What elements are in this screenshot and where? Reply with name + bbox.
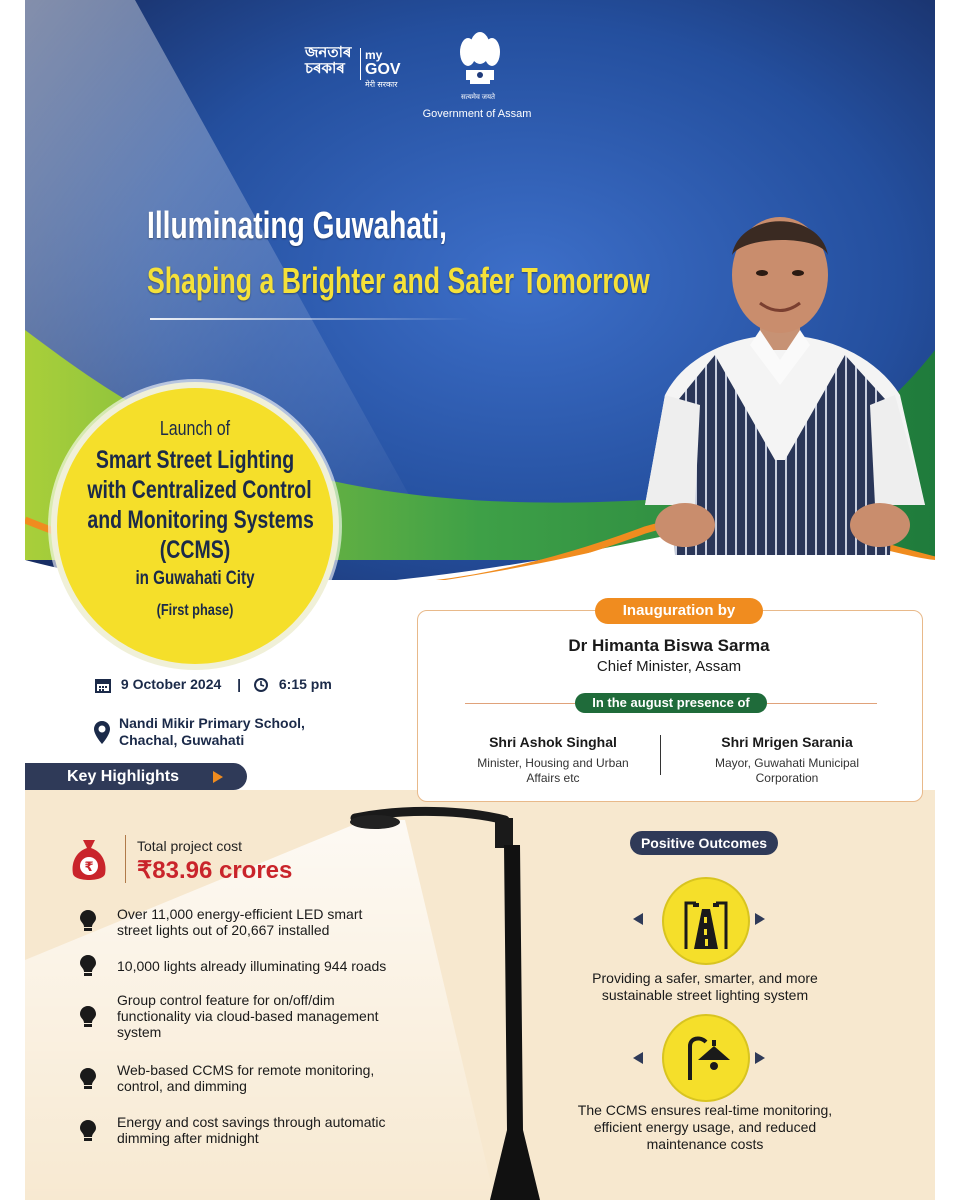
- outcome-text: [555, 970, 855, 1004]
- logo-divider: [360, 48, 361, 80]
- guest-name: Shri Ashok Singhal: [489, 734, 617, 750]
- poster: [25, 0, 935, 1200]
- guest-ashok-singhal: [439, 734, 667, 786]
- cost-separator: [125, 835, 126, 883]
- launch-line3: and Monitoring Systems: [87, 506, 314, 534]
- play-arrow-icon: [213, 771, 223, 783]
- logo-text-line1: জনতাৰ: [305, 43, 352, 61]
- launch-intro: Launch of: [159, 418, 231, 440]
- launch-city: in Guwahati City: [135, 568, 255, 589]
- location-pin-icon: [93, 720, 111, 746]
- highlight-item: [117, 906, 447, 938]
- title-line1: Illuminating Guwahati,: [147, 205, 447, 247]
- highlight-line1: 10,000 lights already illuminating 944 roads: [117, 958, 387, 974]
- highlight-line2: control, and dimming: [117, 1078, 247, 1094]
- guest-divider: [660, 735, 661, 775]
- calendar-icon: [95, 677, 111, 693]
- chief-minister-name: Dr Himanta Biswa Sarma: [568, 636, 770, 655]
- money-bag-icon: [69, 836, 109, 884]
- mygov-my: my: [365, 48, 383, 62]
- outcome-line3: maintenance costs: [646, 1136, 764, 1152]
- guest-mrigen-sarania: [675, 734, 899, 786]
- guest-role-line2: Corporation: [755, 771, 819, 785]
- event-venue: [119, 715, 305, 749]
- presence-label: In the august presence of: [575, 693, 767, 713]
- outcome-line1: The CCMS ensures real-time monitoring,: [577, 1102, 833, 1118]
- emblem-motto: सत्यमेव जयते: [460, 94, 496, 101]
- event-date: 9 October 2024: [120, 676, 222, 692]
- outcome-circle: [662, 1014, 750, 1102]
- title-line2: Shaping a Brighter and Safer Tomorrow: [147, 260, 650, 301]
- guest-name: Shri Mrigen Sarania: [721, 734, 853, 750]
- bulb-icon: [77, 953, 99, 979]
- highlight-line1: Energy and cost savings through automatic: [117, 1114, 386, 1130]
- outcome-line1: Providing a safer, smarter, and more: [592, 970, 818, 986]
- highlight-line3: system: [117, 1024, 162, 1040]
- inauguration-label: Inauguration by: [595, 598, 763, 624]
- launch-line2: with Centralized Control: [87, 476, 312, 504]
- smart-lamp-icon: [664, 1016, 748, 1100]
- positive-outcomes-label: Positive Outcomes: [630, 831, 778, 855]
- key-highlights-label: Key Highlights: [67, 768, 180, 785]
- bulb-icon: [77, 1118, 99, 1144]
- launch-line4: (CCMS): [159, 536, 231, 564]
- outcome-circle: [662, 877, 750, 965]
- outcome-text: [555, 1102, 855, 1153]
- bulb-icon: [77, 908, 99, 934]
- chief-minister-title: Chief Minister, Assam: [596, 658, 742, 675]
- highlight-line2: street lights out of 20,667 installed: [117, 922, 330, 938]
- highlight-item: [117, 1114, 447, 1146]
- guest-role-line1: Mayor, Guwahati Municipal: [714, 756, 860, 770]
- bulb-icon: [77, 1066, 99, 1092]
- event-date-time: [95, 676, 332, 693]
- title-underline: [150, 318, 470, 320]
- event-separator: |: [237, 676, 242, 692]
- launch-circle: [51, 382, 339, 670]
- mygov-gov: GOV: [365, 61, 401, 78]
- street-lamps-road-icon: [664, 879, 748, 963]
- logo-text-line2: চৰকাৰ: [305, 59, 345, 77]
- arrow-left-icon: [633, 1052, 643, 1064]
- bulb-icon: [77, 1004, 99, 1030]
- launch-line1: Smart Street Lighting: [95, 446, 295, 474]
- venue-line2: Chachal, Guwahati: [119, 732, 245, 748]
- guest-role-line1: Minister, Housing and Urban: [477, 756, 629, 770]
- presence-line-right: [767, 703, 877, 704]
- highlight-line1: Over 11,000 energy-efficient LED smart: [117, 906, 363, 922]
- clock-icon: [253, 677, 269, 693]
- mygov-logo: [365, 46, 401, 90]
- chief-minister-photo: [625, 205, 935, 565]
- arrow-right-icon: [755, 913, 765, 925]
- highlight-line1: Group control feature for on/off/dim: [117, 992, 335, 1008]
- outcome-line2: sustainable street lighting system: [601, 987, 809, 1003]
- highlight-line2: dimming after midnight: [117, 1130, 259, 1146]
- mygov-sub: मेरी सरकार: [365, 80, 398, 89]
- highlight-item: [117, 992, 447, 1040]
- highlight-item: [117, 1062, 447, 1094]
- highlight-line2: functionality via cloud-based management: [117, 1008, 379, 1024]
- highlight-line1: Web-based CCMS for remote monitoring,: [117, 1062, 375, 1078]
- presence-line-left: [465, 703, 575, 704]
- event-time: 6:15 pm: [278, 676, 332, 692]
- arrow-right-icon: [755, 1052, 765, 1064]
- outcome-line2: efficient energy usage, and reduced: [593, 1119, 817, 1135]
- launch-phase: (First phase): [156, 602, 234, 619]
- highlight-item: [117, 958, 447, 974]
- arrow-left-icon: [633, 913, 643, 925]
- government-label: Government of Assam: [422, 108, 532, 120]
- rupee-symbol: ₹: [84, 860, 94, 875]
- venue-line1: Nandi Mikir Primary School,: [119, 715, 305, 731]
- state-emblem-icon: [450, 18, 510, 98]
- cost-label: Total project cost: [137, 838, 243, 854]
- guest-role-line2: Affairs etc: [526, 771, 580, 785]
- cost-value: ₹83.96 crores: [137, 857, 293, 884]
